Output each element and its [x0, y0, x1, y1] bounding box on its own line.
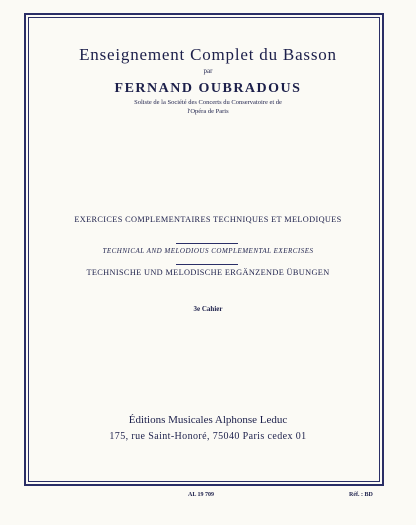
publisher-name: Éditions Musicales Alphonse Leduc — [128, 414, 288, 426]
divider-rule — [176, 264, 238, 265]
reference-code: Réf. : BD — [349, 492, 373, 498]
divider-rule — [176, 243, 238, 244]
author-affiliation-line1: Soliste de la Société des Concerts du Conservatoire et de — [134, 99, 282, 106]
subtitle-french: EXERCICES COMPLEMENTAIRES TECHNIQUES ET MELODIQUES — [74, 215, 342, 224]
author-name: FERNAND OUBRADOUS — [114, 81, 302, 96]
volume-label: 3e Cahier — [193, 305, 223, 313]
subtitle-german: TECHNISCHE UND MELODISCHE ERGÄNZENDE ÜBUNGEN — [86, 268, 330, 277]
author-affiliation-line2: l'Opéra de Paris — [187, 108, 229, 115]
subtitle-english: TECHNICAL AND MELODIOUS COMPLEMENTAL EXERCISES — [102, 247, 314, 255]
catalog-number: AL 19 709 — [188, 492, 215, 498]
cover-title: Enseignement Complet du Basson — [79, 45, 337, 64]
publisher-address: 175, rue Saint-Honoré, 75040 Paris cedex 01 — [109, 431, 307, 442]
par-label: par — [203, 67, 213, 75]
